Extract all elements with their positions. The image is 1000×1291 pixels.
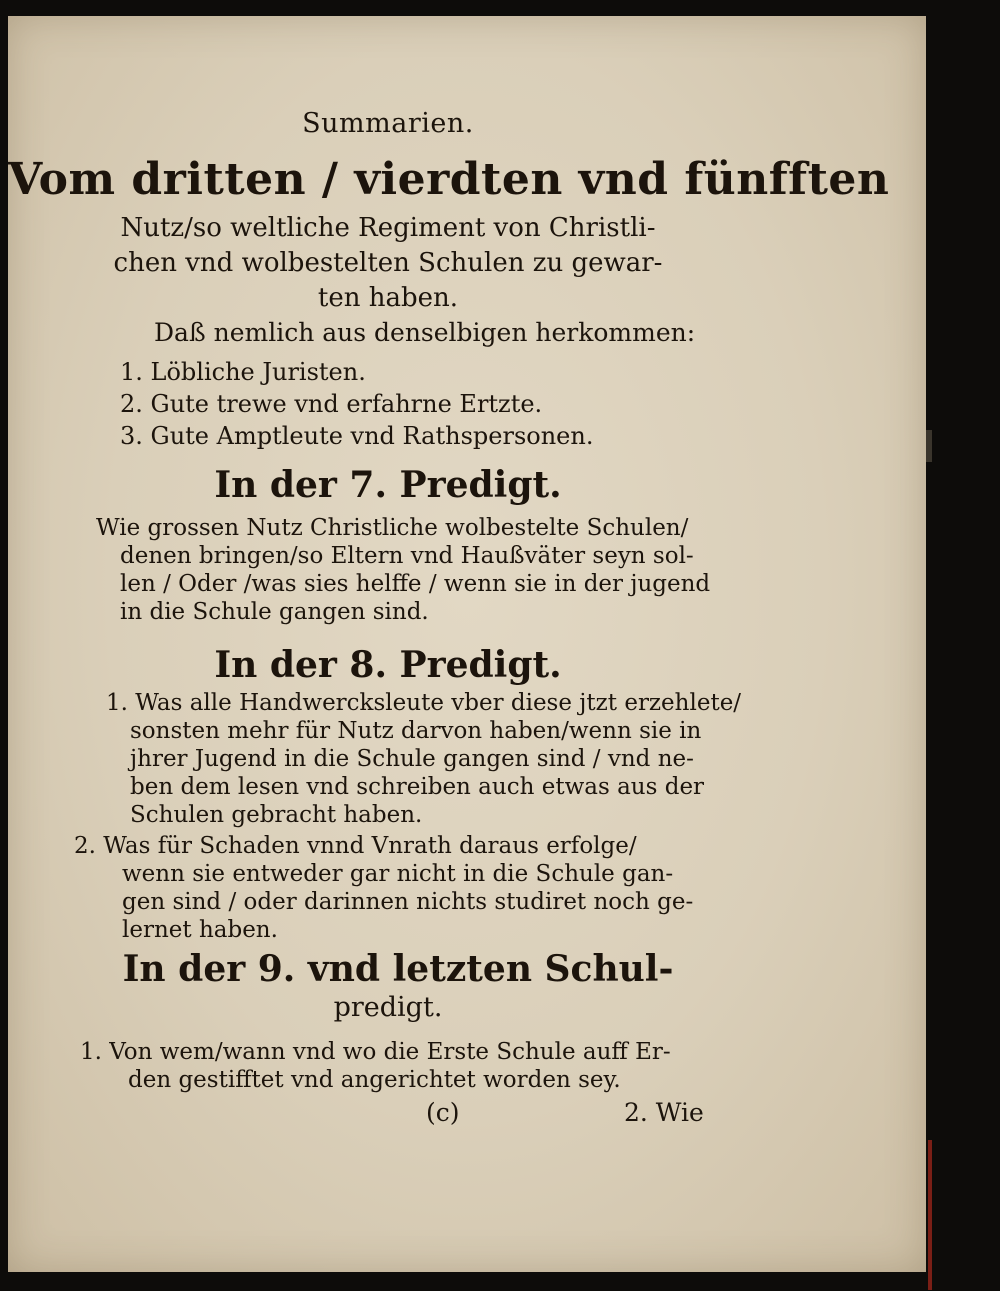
chapter-title: Vom dritten / vierdten vnd fünfften: [8, 154, 890, 205]
paragraph-line: Schulen gebracht haben.: [130, 802, 423, 828]
list-item: 1. Löbliche Juristen.: [120, 358, 366, 386]
section-heading: In der 9. vnd letzten Schul-: [122, 948, 674, 990]
page-edge-tab: [926, 430, 932, 462]
book-page: [8, 16, 926, 1272]
paragraph-line: ben dem lesen vnd schreiben auch etwas aus der: [130, 774, 705, 800]
section-heading: In der 7. Predigt.: [214, 464, 562, 506]
chapter-title-line: chen vnd wolbestelten Schulen zu gewar-: [113, 248, 663, 278]
paragraph-line: jhrer Jugend in die Schule gangen sind / vnd ne-: [130, 746, 694, 772]
section-paragraph: [74, 832, 694, 944]
binding-edge: [928, 1140, 932, 1290]
paragraph-line: 1. Was alle Handwercksleute vber diese jtzt erzehlete/: [106, 690, 742, 716]
section-paragraph: [80, 1038, 680, 1094]
section-paragraph: [96, 514, 711, 626]
paragraph-line: wenn sie entweder gar nicht in die Schule gan-: [122, 861, 674, 887]
intro-line: Daß nemlich aus denselbigen herkommen:: [154, 318, 696, 347]
chapter-title-line: Nutz/so weltliche Regiment von Christli-: [120, 213, 656, 243]
section-paragraph: [106, 689, 742, 829]
paragraph-line: in die Schule gangen sind.: [120, 599, 429, 625]
paragraph-line: sonsten mehr für Nutz darvon haben/wenn sie in: [130, 718, 702, 744]
list-item: 3. Gute Amptleute vnd Rathspersonen.: [120, 422, 594, 450]
chapter-title-line: ten haben.: [317, 283, 459, 313]
paragraph-line: den gestifftet vnd angerichtet worden sey.: [128, 1067, 621, 1093]
signature-mark: (c): [426, 1098, 460, 1127]
section-heading-continued: predigt.: [333, 992, 443, 1023]
paragraph-line: gen sind / oder darinnen nichts studiret noch ge-: [122, 889, 694, 915]
list-item: 2. Gute trewe vnd erfahrne Ertzte.: [120, 390, 543, 418]
paragraph-line: denen bringen/so Eltern vnd Haußväter seyn sol-: [120, 543, 694, 569]
paragraph-line: lernet haben.: [122, 917, 278, 943]
paragraph-line: Wie grossen Nutz Christliche wolbestelte Schulen/: [96, 515, 689, 541]
paragraph-line: 1. Von wem/wann vnd wo die Erste Schule auff Er-: [80, 1039, 671, 1065]
running-head: Summarien.: [302, 108, 474, 139]
paragraph-line: 2. Was für Schaden vnnd Vnrath daraus erfolge/: [74, 833, 637, 859]
section-heading: In der 8. Predigt.: [214, 644, 562, 686]
catchword: 2. Wie: [624, 1098, 704, 1127]
paragraph-line: len / Oder /was sies helffe / wenn sie in der jugend: [120, 571, 711, 597]
